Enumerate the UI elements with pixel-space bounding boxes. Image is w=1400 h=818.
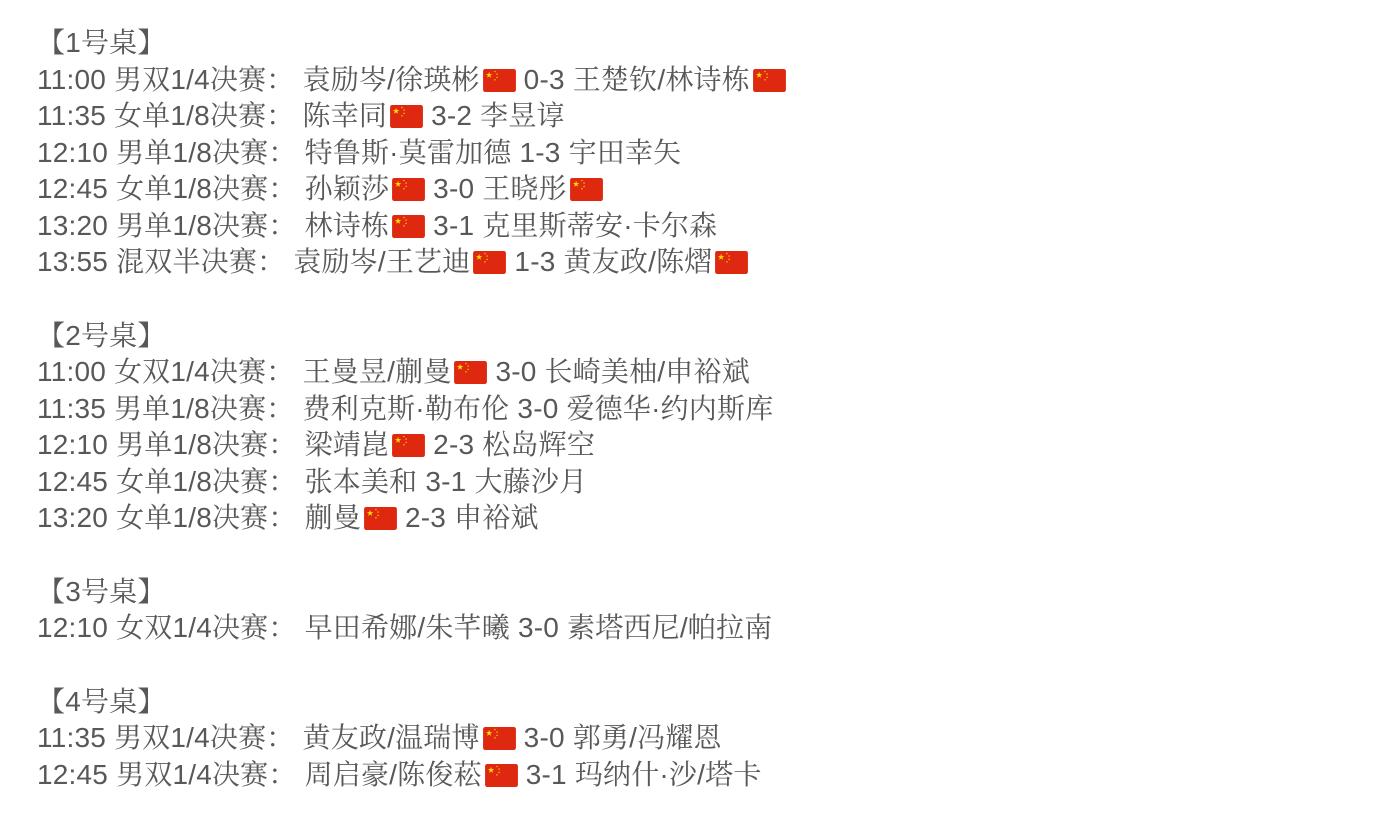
- player-left: 陈幸同: [302, 100, 388, 131]
- match-time: 12:10: [37, 612, 109, 643]
- table-section-4: [37, 684, 1380, 794]
- player-left: 林诗栋: [304, 209, 390, 241]
- match-time: 11:00: [37, 63, 106, 95]
- player-right: 申裕斌: [454, 502, 539, 533]
- player-right: 长崎美柚/申裕斌: [544, 356, 750, 387]
- player-left: 周启豪/陈俊菘: [304, 758, 482, 790]
- match-event: 男双1/4决赛：: [113, 63, 295, 95]
- china-flag-icon: [753, 69, 786, 92]
- player-left: 早田希娜/朱芊曦: [304, 612, 510, 643]
- match-score: 1-3: [514, 246, 556, 277]
- china-flag-icon: [483, 69, 516, 92]
- player-left: 蒯曼: [304, 502, 361, 533]
- match-row: [37, 610, 1380, 647]
- match-event: 女单1/8决赛：: [116, 465, 297, 497]
- player-right: 大藤沙月: [474, 465, 588, 497]
- match-score: 3-0: [495, 356, 537, 387]
- china-flag-icon: [390, 105, 423, 128]
- player-left: 孙颖莎: [304, 173, 390, 204]
- section-title: [37, 318, 1380, 355]
- section-title-text: 【3号桌】: [37, 575, 166, 607]
- match-row: [37, 244, 1380, 281]
- china-flag-icon: [364, 507, 397, 530]
- player-right: 王楚钦/林诗栋: [572, 63, 750, 95]
- china-flag-icon: [473, 251, 506, 274]
- table-section-3: [37, 574, 1380, 647]
- match-time: 12:45: [37, 173, 109, 204]
- match-event: 女单1/8决赛：: [116, 173, 297, 204]
- china-flag-icon: [392, 434, 425, 457]
- match-score: 2-3: [433, 429, 475, 460]
- player-right: 李昱谆: [480, 100, 565, 131]
- match-row: [37, 427, 1380, 464]
- match-row: [37, 500, 1380, 537]
- player-left: 黄友政/温瑞博: [302, 722, 480, 753]
- match-row: [37, 62, 1380, 99]
- player-right: 素塔西尼/帕拉南: [567, 612, 773, 643]
- match-event: 女双1/4决赛：: [113, 356, 295, 387]
- match-score: 2-3: [404, 502, 447, 533]
- player-right: 松岛辉空: [482, 429, 596, 460]
- match-row: [37, 171, 1380, 208]
- match-score: 3-1: [525, 758, 567, 790]
- match-row: [37, 354, 1380, 391]
- china-flag-icon: [392, 178, 425, 201]
- player-left: 王曼昱/蒯曼: [302, 356, 452, 387]
- player-left: 特鲁斯·莫雷加德: [304, 136, 512, 168]
- china-flag-icon: [485, 764, 518, 787]
- match-score: 3-0: [517, 392, 559, 424]
- match-time: 13:20: [37, 502, 109, 533]
- match-event: 男单1/8决赛：: [116, 429, 297, 460]
- table-section-2: [37, 318, 1380, 537]
- match-time: 11:35: [37, 722, 106, 753]
- match-score: 3-2: [431, 100, 473, 131]
- section-title-text: 【4号桌】: [37, 685, 166, 717]
- player-left: 袁励岑/王艺迪: [293, 246, 471, 277]
- match-row: [37, 464, 1380, 501]
- match-event: 男双1/4决赛：: [113, 722, 295, 753]
- match-time: 12:10: [37, 136, 109, 168]
- player-right: 黄友政/陈熠: [563, 246, 713, 277]
- match-event: 女单1/8决赛：: [113, 100, 295, 131]
- match-time: 13:20: [37, 209, 109, 241]
- match-score: 3-1: [433, 209, 475, 241]
- match-event: 男单1/8决赛：: [116, 136, 297, 168]
- match-time: 12:45: [37, 465, 109, 497]
- match-row: [37, 391, 1380, 428]
- match-time: 11:00: [37, 356, 106, 387]
- match-time: 13:55: [37, 246, 109, 277]
- section-title: [37, 25, 1380, 62]
- match-row: [37, 98, 1380, 135]
- match-score: 3-0: [523, 722, 565, 753]
- match-score: 0-3: [523, 63, 565, 95]
- china-flag-icon: [454, 361, 487, 384]
- match-row: [37, 135, 1380, 172]
- match-event: 女单1/8决赛：: [116, 502, 297, 533]
- player-left: 梁靖崑: [304, 429, 390, 460]
- match-score: 3-1: [425, 465, 467, 497]
- match-row: [37, 757, 1380, 794]
- match-score: 3-0: [433, 173, 475, 204]
- player-right: 玛纳什·沙/塔卡: [574, 758, 762, 790]
- section-title-text: 【1号桌】: [37, 27, 166, 58]
- match-score: 3-0: [517, 612, 560, 643]
- player-right: 克里斯蒂安·卡尔森: [482, 209, 718, 241]
- match-score: 1-3: [519, 136, 561, 168]
- player-right: 宇田幸矢: [568, 136, 682, 168]
- match-row: [37, 720, 1380, 757]
- player-left: 张本美和: [304, 465, 418, 497]
- match-event: 女双1/4决赛：: [116, 612, 297, 643]
- china-flag-icon: [483, 727, 516, 750]
- match-event: 男单1/8决赛：: [113, 392, 295, 424]
- table-section-1: [37, 25, 1380, 281]
- china-flag-icon: [715, 251, 748, 274]
- section-title-text: 【2号桌】: [37, 319, 166, 351]
- section-title: [37, 574, 1380, 611]
- match-row: [37, 208, 1380, 245]
- player-left: 费利克斯·勒布伦: [302, 392, 510, 424]
- player-right: 王晓彤: [482, 173, 567, 204]
- match-time: 12:10: [37, 429, 109, 460]
- china-flag-icon: [570, 178, 603, 201]
- player-right: 郭勇/冯耀恩: [572, 722, 722, 753]
- match-time: 11:35: [37, 100, 106, 131]
- player-left: 袁励岑/徐瑛彬: [302, 63, 480, 95]
- match-event: 男单1/8决赛：: [116, 209, 297, 241]
- player-right: 爱德华·约内斯库: [566, 392, 774, 424]
- china-flag-icon: [392, 215, 425, 238]
- match-event: 男双1/4决赛：: [116, 758, 297, 790]
- match-time: 12:45: [37, 758, 109, 790]
- match-time: 11:35: [37, 392, 106, 424]
- match-event: 混双半决赛：: [116, 246, 286, 277]
- section-title: [37, 684, 1380, 721]
